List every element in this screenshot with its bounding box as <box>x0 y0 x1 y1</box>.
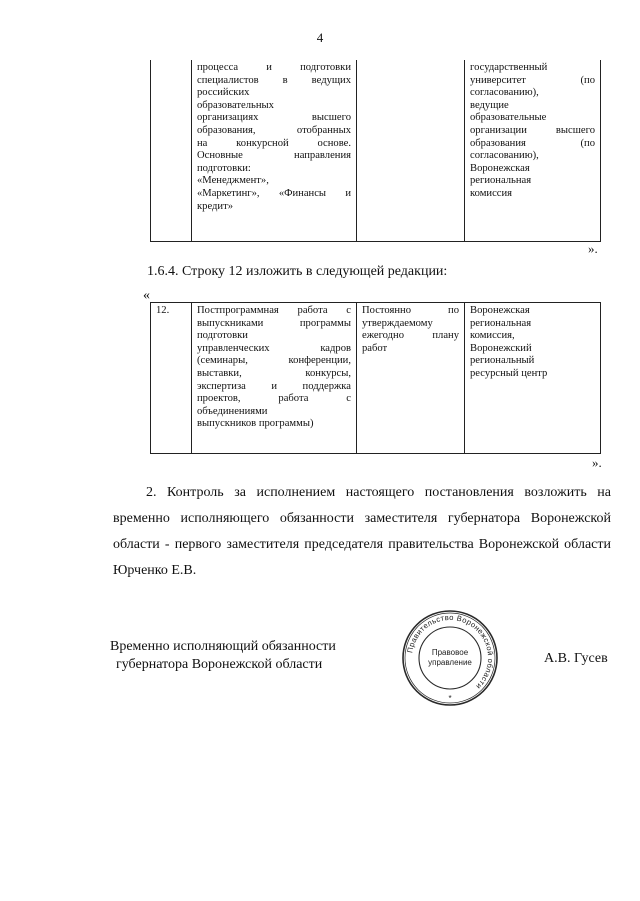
cell-text-line: экспертиза и поддержка <box>197 380 351 392</box>
signature-position-line2: губернатора Воронежской области <box>116 657 323 672</box>
cell-text-line: процесса и подготовки <box>197 62 351 73</box>
table-cell-activity <box>192 60 357 242</box>
stamp-seal <box>400 608 500 708</box>
paragraph-control: 2. Контроль за исполнением настоящего постановления возложить на временно исполняющего обязанности заместителя губернатора Воронежской области - первого заместителя председателя правительства Воронежской области Юрченко Е.В. <box>113 485 611 578</box>
cell-text-line: государственный <box>470 62 548 73</box>
cell-text-line: управленческих кадров <box>197 342 351 354</box>
cell-text-line: подготовки: <box>197 162 251 174</box>
cell-text-line: организациях высшего <box>197 112 351 124</box>
signature-position-line1: Временно исполняющий обязанности <box>110 639 336 654</box>
cell-text-line: организации высшего <box>470 124 595 136</box>
cell-text-line: Воронежская <box>470 162 530 174</box>
cell-text-line: Воронежский <box>470 342 532 354</box>
cell-text-line: ведущие <box>470 99 509 111</box>
table-cell-number <box>151 303 192 454</box>
cell-text-line: Постпрограммная работа с <box>197 305 351 316</box>
table-continuation <box>150 60 601 242</box>
stamp-ring-text: Правительство Воронежской области <box>405 612 496 692</box>
cell-text-line: «Менеджмент», <box>197 175 269 187</box>
signature-name: А.В. Гусев <box>544 651 608 666</box>
cell-text-line: выставки, конкурсы, <box>197 367 351 379</box>
cell-text-line: выпускников программы) <box>197 418 314 430</box>
cell-text-line: объединениями <box>197 405 268 417</box>
cell-text-line: комиссия, <box>470 330 515 342</box>
cell-text-line: (семинары, конференции, <box>197 355 351 367</box>
cell-text-line: Основные направления <box>197 150 351 162</box>
opening-quote: « <box>143 288 150 303</box>
table-cell-responsible <box>465 303 601 454</box>
cell-text-line: «Маркетинг», «Финансы и <box>197 187 351 199</box>
cell-text-line: ежегодно плану <box>362 330 459 342</box>
cell-text-line: образования, отобранных <box>197 124 351 136</box>
cell-text-line: Постоянно по <box>362 305 459 316</box>
table-row <box>151 303 601 454</box>
row-number: 12. <box>156 305 170 316</box>
table-row <box>151 60 601 242</box>
cell-text-line: Воронежская <box>470 305 530 316</box>
section-heading: 1.6.4. Строку 12 изложить в следующей редакции: <box>147 264 448 279</box>
cell-text-line: региональная <box>470 317 532 329</box>
cell-text-line: образовательных <box>197 99 274 111</box>
cell-text-line: работ <box>362 342 388 354</box>
cell-text-line: региональный <box>470 355 535 367</box>
stamp-center-line2: управление <box>428 658 472 667</box>
cell-text-line: образования (по <box>470 137 595 149</box>
cell-text-line: согласованию), <box>470 87 539 99</box>
closing-quote-2: ». <box>592 455 602 470</box>
table-cell-activity <box>192 303 357 454</box>
cell-text-line: ресурсный центр <box>470 367 548 379</box>
page-number: 4 <box>316 30 324 45</box>
cell-text-line: выпускниками программы <box>197 317 351 329</box>
table-cell-term <box>357 303 465 454</box>
cell-text-line: кредит» <box>197 200 233 212</box>
stamp-star: * <box>448 694 452 703</box>
cell-text-line: образовательные <box>470 112 547 124</box>
cell-text-line: региональная <box>470 175 532 187</box>
closing-quote-1: ». <box>588 241 598 256</box>
cell-text-line: на конкурсной основе. <box>197 137 351 149</box>
cell-text-line: комиссия <box>470 187 513 199</box>
cell-text-line: утверждаемому <box>362 317 433 329</box>
table-cell-number <box>151 60 192 242</box>
cell-text-line: проектов, работа с <box>197 393 351 405</box>
cell-text-line: подготовки <box>197 330 248 342</box>
cell-text-line: российских <box>197 87 250 99</box>
cell-text-line: согласованию), <box>470 150 539 162</box>
table-cell-term <box>357 60 465 242</box>
stamp-center-line1: Правовое <box>431 648 469 657</box>
table-cell-responsible <box>465 60 601 242</box>
cell-text-line: университет (по <box>470 74 595 86</box>
table-row-12 <box>150 302 601 454</box>
cell-text-line: специалистов в ведущих <box>197 74 351 86</box>
